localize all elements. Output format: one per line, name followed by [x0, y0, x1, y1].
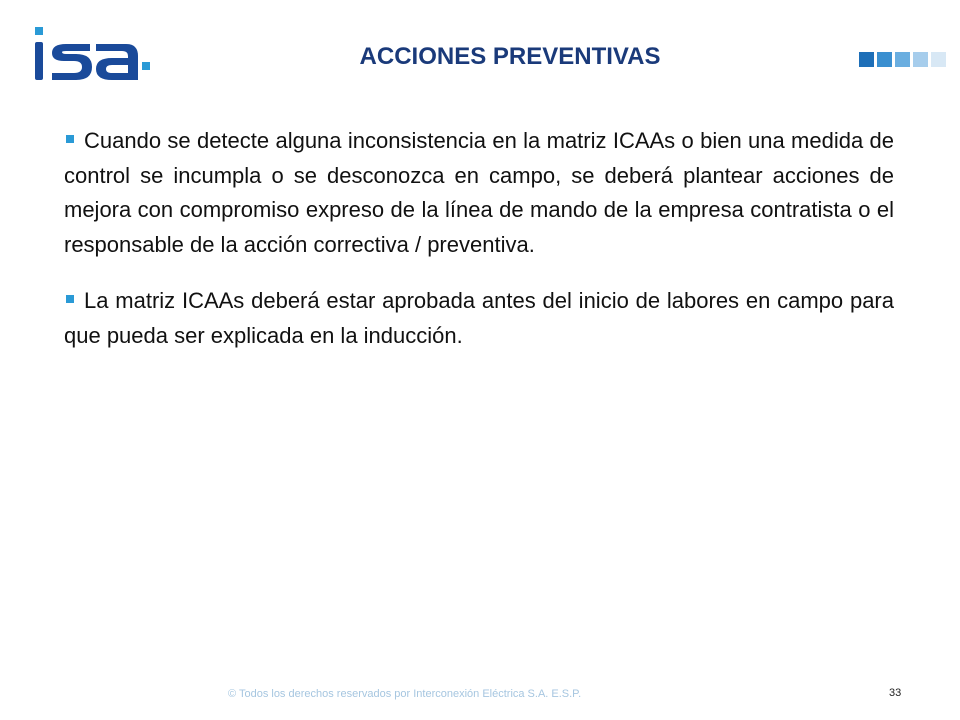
content-body: [64, 124, 894, 375]
square-bullet-icon: [66, 295, 74, 303]
decorative-squares: [859, 52, 946, 67]
bullet-text: La matriz ICAAs deberá estar aprobada antes del inicio de labores en campo para que pueda ser explicada en la inducción.: [64, 288, 894, 348]
bullet-item: [64, 124, 894, 262]
page-number: 33: [889, 687, 902, 699]
square-bullet-icon: [66, 135, 74, 143]
bullet-item: [64, 284, 894, 353]
page-title: ACCIONES PREVENTIVAS: [359, 43, 661, 70]
footer-copyright: © Todos los derechos reservados por Interconexión Eléctrica S.A. E.S.P.: [228, 688, 582, 700]
bullet-text: Cuando se detecte alguna inconsistencia en la matriz ICAAs o bien una medida de control se incumpla o se desconozca en campo, se deberá plantear acciones de mejora con compromiso expreso de la línea de mando de la empresa contratista o el responsable de la acción correctiva / preventiva.: [64, 128, 894, 257]
